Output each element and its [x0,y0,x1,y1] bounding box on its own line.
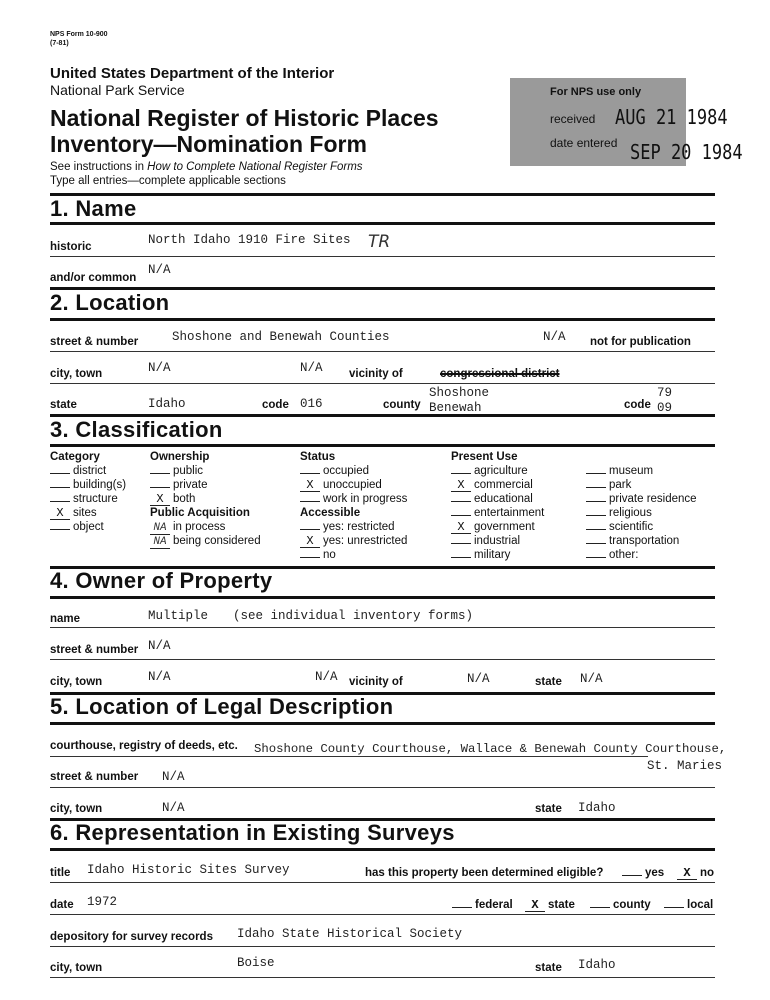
acquisition-in-process: NA in process [150,521,225,535]
use-park: park [586,479,631,491]
acquisition-being-considered: NA being considered [150,535,261,549]
section-2-heading: 2. Location [50,290,170,315]
agency-name: National Park Service [50,82,185,98]
section-rule [50,193,715,196]
accessible-heading: Accessible [300,507,361,519]
survey-state: X state [525,899,575,912]
location-street-value: Shoshone and Benewah Counties [172,330,390,344]
legal-city-value: N/A [162,801,185,815]
survey-date-label: date [50,899,74,911]
owner-city-label: city, town [50,676,103,688]
location-city-label: city, town [50,368,103,380]
ownership-private: private [150,479,208,491]
historic-handwritten-note: TR [368,232,391,252]
survey-title-value: Idaho Historic Sites Survey [87,863,290,877]
section-rule [50,596,715,599]
ownership-public: public [150,465,203,477]
location-state-value: Idaho [148,397,186,411]
location-city-value: N/A [148,361,171,375]
courthouse-value: Shoshone County Courthouse, Wallace & Benewah County Courthouse, [254,742,727,756]
field-rule [50,351,715,352]
category-sites: X sites [50,507,97,520]
owner-vicinity-value: N/A [315,670,338,684]
form-revision: (7-81) [50,40,69,47]
status-work-in-progress: work in progress [300,493,407,505]
field-rule [50,383,715,384]
county-label: county [383,399,421,411]
use-industrial: industrial [451,535,520,547]
status-unoccupied: X unoccupied [300,479,382,492]
field-rule [50,946,715,947]
common-value: N/A [148,263,171,277]
eligible-yes: yes [622,867,664,879]
field-rule [50,977,715,978]
eligible-no: X no [677,867,714,880]
use-museum: museum [586,465,653,477]
county-code-1: 79 [657,386,673,400]
use-other: other: [586,549,638,561]
category-buildings: building(s) [50,479,126,491]
status-occupied: occupied [300,465,369,477]
owner-state-label: state [535,676,562,688]
survey-county: county [590,899,651,911]
survey-local: local [664,899,713,911]
entered-date: SEP 20 1984 [630,141,743,165]
ownership-heading: Ownership [150,451,210,463]
section-rule [50,222,715,225]
section-3-heading: 3. Classification [50,417,223,442]
section-rule [50,444,715,447]
section-rule [50,318,715,321]
county-code-2: 09 [657,401,673,415]
depository-label: depository for survey records [50,931,213,943]
owner-name-value: Multiple [148,609,209,623]
section-rule [50,848,715,851]
county-code-label: code [624,399,651,411]
county-value-2: Benewah [429,401,482,415]
survey-date-value: 1972 [87,895,118,909]
accessible-no: no [300,549,336,561]
use-entertainment: entertainment [451,507,544,519]
accessible-restricted: yes: restricted [300,521,395,533]
owner-city-value: N/A [148,670,171,684]
section-5-heading: 5. Location of Legal Description [50,694,394,719]
survey-state-value: Idaho [578,958,616,972]
public-acquisition-heading: Public Acquisition [150,507,250,519]
survey-state-label: state [535,962,562,974]
form-number: NPS Form 10-900 [50,31,108,38]
section-6-heading: 6. Representation in Existing Surveys [50,820,455,845]
field-rule [50,787,715,788]
survey-city-value: Boise [237,956,275,970]
county-value-1: Shoshone [429,386,490,400]
nps-use-heading: For NPS use only [550,86,642,98]
field-rule [50,256,715,257]
owner-vicinity-extra: N/A [467,672,490,686]
location-street-label: street & number [50,336,139,348]
received-label: received [550,112,596,126]
historic-label: historic [50,241,92,253]
survey-title-label: title [50,867,71,879]
use-scientific: scientific [586,521,653,533]
location-vicinity-label: vicinity of [349,368,403,380]
legal-street-label: street & number [50,771,139,783]
owner-street-label: street & number [50,644,139,656]
category-district: district [50,465,106,477]
congressional-district-label: congressional district [440,368,560,380]
date-entered-label: date entered [550,136,618,150]
field-rule [50,756,648,757]
eligible-question: has this property been determined eligible? [365,867,604,879]
field-rule [50,914,715,915]
owner-street-value: N/A [148,639,171,653]
not-for-publication-label: not for publication [590,336,691,348]
use-commercial: X commercial [451,479,533,492]
accessible-unrestricted: X yes: unrestricted [300,535,407,548]
ownership-both: X both [150,493,195,506]
field-rule [50,882,715,883]
use-private-residence: private residence [586,493,697,505]
present-use-heading: Present Use [451,451,518,463]
department-name: United States Department of the Interior [50,65,335,82]
legal-city-label: city, town [50,803,103,815]
owner-name-label: name [50,613,81,625]
legal-state-label: state [535,803,562,815]
received-date: AUG 21 1984 [615,106,728,130]
section-rule [50,722,715,725]
instructions-line2: Type all entries—complete applicable sections [50,175,286,187]
not-for-publication-value: N/A [543,330,566,344]
historic-value: North Idaho 1910 Fire Sites [148,233,351,247]
common-label: and/or common [50,272,137,284]
owner-state-value: N/A [580,672,603,686]
use-military: military [451,549,510,561]
section-1-heading: 1. Name [50,196,137,221]
field-rule [50,659,715,660]
field-rule [50,627,715,628]
owner-vicinity-label: vicinity of [349,676,403,688]
use-agriculture: agriculture [451,465,528,477]
legal-street-value: N/A [162,770,185,784]
legal-state-value: Idaho [578,801,616,815]
category-structure: structure [50,493,118,505]
use-transportation: transportation [586,535,679,547]
category-object: object [50,521,104,533]
owner-name-note: (see individual inventory forms) [233,609,474,623]
use-religious: religious [586,507,652,519]
status-heading: Status [300,451,336,463]
state-code-label: code [262,399,289,411]
survey-federal: federal [452,899,513,911]
section-4-heading: 4. Owner of Property [50,568,273,593]
courthouse-label: courthouse, registry of deeds, etc. [50,740,238,752]
depository-value: Idaho State Historical Society [237,927,463,941]
location-vicinity-value: N/A [300,361,323,375]
form-title-line2: Inventory—Nomination Form [50,131,367,157]
form-title-line1: National Register of Historic Places [50,105,439,131]
category-heading: Category [50,451,100,463]
location-state-label: state [50,399,77,411]
state-code-value: 016 [300,397,323,411]
use-government: X government [451,521,535,534]
courthouse-value-line2: St. Maries [647,759,723,773]
survey-city-label: city, town [50,962,103,974]
instructions-line1: See instructions in How to Complete National Register Forms [50,161,363,173]
use-educational: educational [451,493,533,505]
